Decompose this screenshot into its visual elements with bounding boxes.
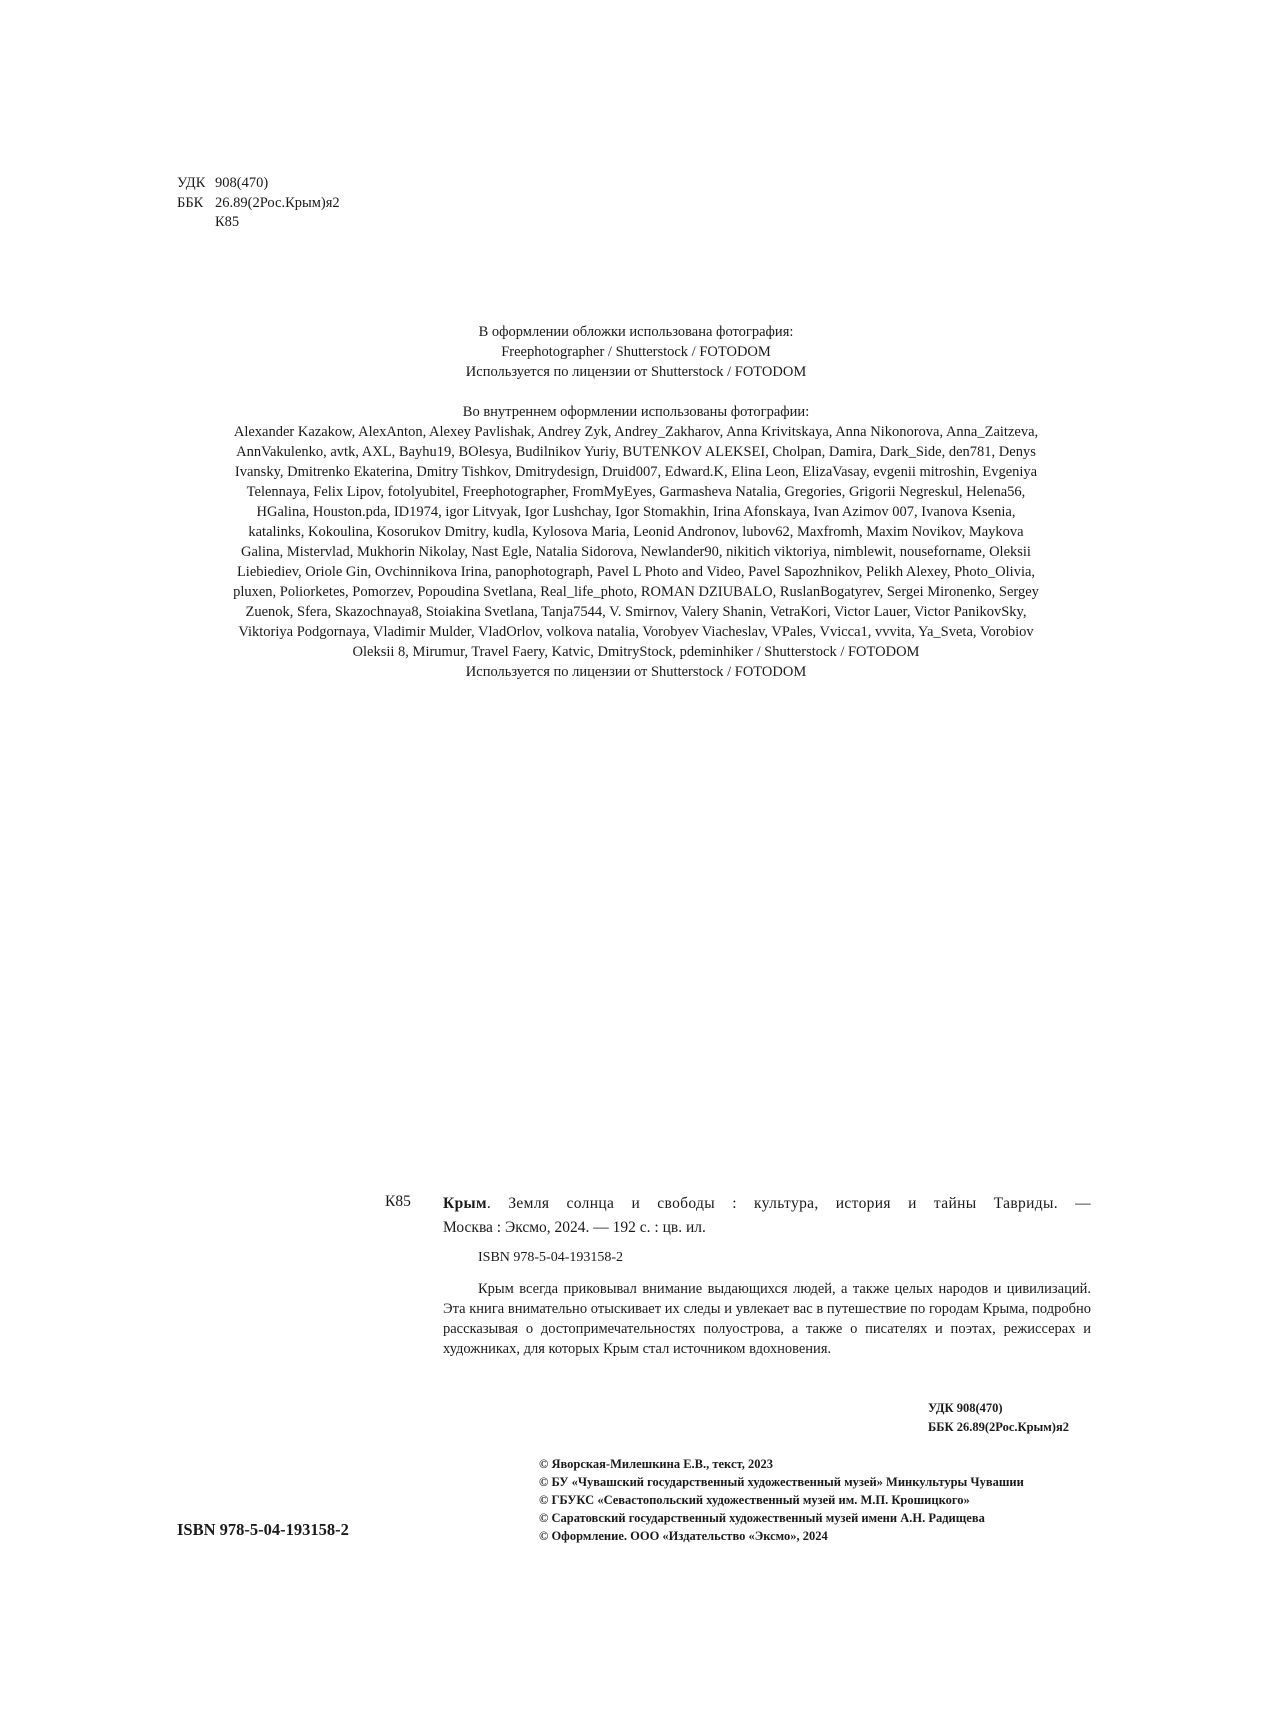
interior-credit-heading: Во внутреннем оформлении использованы фотографии: xyxy=(462,404,810,420)
cover-credit-heading: В оформлении обложки использована фотография: xyxy=(478,324,794,340)
copyright-block xyxy=(539,1455,1024,1545)
interior-credit-line: Galina, Mistervlad, Mukhorin Nikolay, Nast Egle, Natalia Sidorova, Newlander90, nikitich viktoriya, nimblewit, nouseforname, Oleksii xyxy=(241,544,1031,560)
copyright-line: © ГБУКС «Севастопольский художественный музей им. М.П. Крошицкого» xyxy=(539,1493,970,1507)
catalog-title-rest: . Земля солнца и свободы : культура, история и тайны Тавриды. — xyxy=(486,1195,1091,1212)
copyright-line: © БУ «Чувашский государственный художественный музей» Минкультуры Чувашии xyxy=(539,1475,1024,1489)
author-mark: К85 xyxy=(215,214,240,230)
catalog-title-bold: Крым xyxy=(443,1195,487,1212)
interior-credit-line: Liebiediev, Oriole Gin, Ovchinnikova Irina, panophotograph, Pavel L Photo and Video, Pavel Sapozhnikov, Pelikh Alexey, Photo_Olivia, xyxy=(236,564,1036,580)
copyright-line: © Оформление. ООО «Издательство «Эксмо», 2024 xyxy=(539,1529,828,1543)
annotation-text: Крым всегда приковывал внимание выдающихся людей, а также целых народов и цивилизаций. Эта книга внимательно отыскивает их следы и увлекает вас в путешествие по городам Крыма, подробно рассказывая о достопримечательностях полуострова, а также о писателях и поэтах, режиссерах и художниках, для которых Крым стал источником вдохновения. xyxy=(443,1281,1091,1357)
interior-credit-line: Zuenok, Sfera, Skazochnaya8, Stoiakina Svetlana, Tanja7544, V. Smirnov, Valery Shanin, VetraKori, Victor Lauer, Victor PanikovSky, xyxy=(245,604,1027,620)
bbk-label: ББК xyxy=(177,194,204,211)
classification-block xyxy=(177,174,340,233)
interior-credit-license: Используется по лицензии от Shutterstock / FOTODOM xyxy=(465,664,807,680)
interior-credit-line: Oleksii 8, Mirumur, Travel Faery, Katvic, DmitryStock, pdeminhiker / Shutterstock / FOTODOM xyxy=(352,644,920,660)
cover-credit-license: Используется по лицензии от Shutterstock / FOTODOM xyxy=(465,364,807,380)
catalog-imprint: Москва : Эксмо, 2024. — 192 с. : цв. ил. xyxy=(443,1219,706,1236)
interior-credit-line: Alexander Kazakow, AlexAnton, Alexey Pavlishak, Andrey Zyk, Andrey_Zakharov, Anna Krivitskaya, Anna Nikonorova, Anna_Zaitzeva, xyxy=(233,424,1039,440)
copyright-line: © Саратовский государственный художественный музей имени А.Н. Радищева xyxy=(539,1511,985,1525)
cover-credit-source: Freephotographer / Shutterstock / FOTODOM xyxy=(501,344,771,360)
copyright-line: © Яворская-Милешкина Е.В., текст, 2023 xyxy=(539,1457,773,1471)
interior-credit-line: HGalina, Houston.pda, ID1974, igor Litvyak, Igor Lushchay, Igor Stomakhin, Irina Afonskaya, Ivan Azimov 007, Ivanova Ksenia, xyxy=(256,504,1016,520)
isbn-main: ISBN 978-5-04-193158-2 xyxy=(177,1520,349,1539)
bbk-value: 26.89(2Рос.Крым)я2 xyxy=(215,194,340,211)
udk-label: УДК xyxy=(177,175,206,191)
interior-credit-line: Telennaya, Felix Lipov, fotolyubitel, Freephotographer, FromMyEyes, Garmasheva Natalia, Gregories, Grigorii Negreskul, Helena56, xyxy=(246,484,1026,500)
interior-credit-line: Ivansky, Dmitrenko Ekaterina, Dmitry Tishkov, Dmitrydesign, Druid007, Edward.K, Elina Leon, ElizaVasay, evgenii mitroshin, Evgeniya xyxy=(234,464,1038,480)
catalog-card-code: К85 xyxy=(385,1193,411,1210)
photo-credits xyxy=(176,322,1096,682)
interior-credit-line: pluxen, Poliorketes, Pomorzev, Popoudina Svetlana, Real_life_photo, ROMAN DZIUBALO, RuslanBogatyrev, Sergei Mironenko, Sergey xyxy=(233,584,1039,600)
udk-value: 908(470) xyxy=(215,175,269,191)
catalog-card xyxy=(443,1192,1091,1240)
catalog-udk: УДК 908(470) xyxy=(928,1401,1003,1415)
catalog-classification xyxy=(928,1399,1069,1437)
bbk-row xyxy=(177,194,340,214)
catalog-isbn: ISBN 978-5-04-193158-2 xyxy=(478,1250,624,1265)
interior-credit-line: katalinks, Kokoulina, Kosorukov Dmitry, kudla, Kylosova Maria, Leonid Andronov, lubov62, Maxfromh, Maxim Novikov, Maykova xyxy=(248,524,1024,540)
interior-credit-line: AnnVakulenko, avtk, AXL, Bayhu19, BOlesya, Budilnikov Yuriy, BUTENKOV ALEKSEI, Cholpan, Damira, Dark_Side, den781, Denys xyxy=(236,444,1036,460)
annotation xyxy=(443,1279,1091,1359)
catalog-bbk: ББК 26.89(2Рос.Крым)я2 xyxy=(928,1420,1069,1434)
interior-credit-line: Viktoriya Podgornaya, Vladimir Mulder, VladOrlov, volkova natalia, Vorobyev Viacheslav, VPales, Vvicca1, vvvita, Ya_Sveta, Vorobiov xyxy=(238,624,1034,640)
catalog-title xyxy=(443,1192,1091,1216)
udk-row xyxy=(177,174,340,194)
